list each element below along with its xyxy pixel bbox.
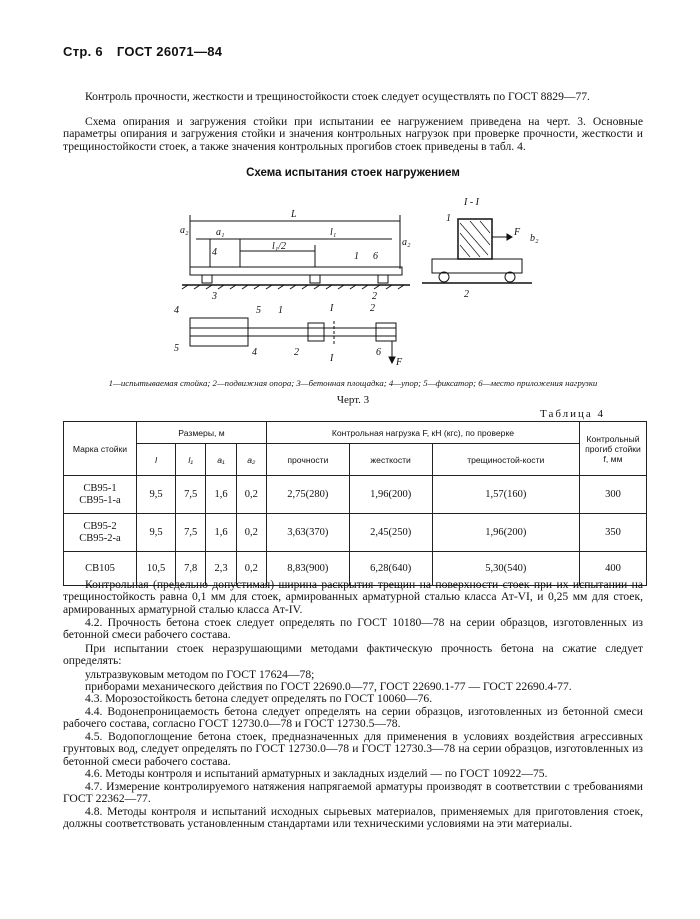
svg-text:a₁: a₁ xyxy=(216,227,225,238)
svg-text:5: 5 xyxy=(174,343,179,354)
pole-beam xyxy=(190,267,402,275)
figure-caption: 1—испытываемая стойка; 2—подвижная опора; 3—бетонная площадка; 4—упор; 5—фиксатор; 6—место приложения нагрузки xyxy=(108,378,598,388)
paragraph: 4.2. Прочность бетона стоек следует определять по ГОСТ 10180—78 на серии образцов, изготовленных из бетонной смеси рабочего состава. xyxy=(63,616,643,642)
paragraph: приборами механического действия по ГОСТ 22690.0—77, ГОСТ 22690.1-77 — ГОСТ 22690.4-77. xyxy=(85,680,572,693)
paragraph: При испытании стоек неразрушающими методами фактическую прочность бетона на сжатие следует определять: xyxy=(63,642,643,668)
svg-text:3: 3 xyxy=(212,291,217,302)
paragraph: Схема опирания и загружения стойки при испытании ее нагружением приведена на черт. 3. Основные параметры опирания и загружения стойки и значения контрольных нагрузок при проверке прочности, жесткости и трещиностойкости стоек, а также значения контрольных прогибов стоек приведены в табл. 4. xyxy=(63,115,643,153)
pole-section xyxy=(458,219,492,259)
figure-number: Черт. 3 xyxy=(336,394,370,406)
table-row: СВ105 10,5 7,8 2,3 0,2 8,83(900) 6,28(640) 5,30(540) 400 xyxy=(64,552,647,586)
svg-text:5: 5 xyxy=(256,305,261,316)
svg-text:a₂: a₂ xyxy=(180,225,189,236)
svg-text:4: 4 xyxy=(252,347,257,358)
paragraph: Контроль прочности, жесткости и трещиностойкости стоек следует осуществлять по ГОСТ 8829—77. xyxy=(85,90,590,103)
table-4 xyxy=(63,421,647,586)
svg-text:4: 4 xyxy=(212,247,217,258)
svg-text:1: 1 xyxy=(278,305,283,316)
col-a1: a₁ xyxy=(206,444,236,476)
svg-text:I: I xyxy=(330,303,334,314)
page-header xyxy=(63,44,222,59)
svg-text:2: 2 xyxy=(370,303,375,314)
svg-text:F: F xyxy=(514,227,521,238)
col-load: Контрольная нагрузка F, кН (кгс), по проверке xyxy=(266,422,579,444)
svg-text:1: 1 xyxy=(354,251,359,262)
svg-text:4: 4 xyxy=(174,305,179,316)
standard-number: ГОСТ 26071—84 xyxy=(116,44,223,59)
paragraph: Контрольная (предельно допустимая) ширина раскрытия трещин на поверхности стоек при их испытании на трещиностойкость равна 0,1 мм для стоек, армированных арматурной сталью класса Ат-VI, и 0,25 мм для стоек, армированных арматурной сталью класса Ат-IV. xyxy=(63,578,643,616)
table-label: Таблица 4 xyxy=(540,408,606,420)
page-number: Стр. 6 xyxy=(63,44,103,59)
col-l1: l₁ xyxy=(176,444,206,476)
col-sizes: Размеры, м xyxy=(137,422,267,444)
svg-text:6: 6 xyxy=(373,251,378,262)
paragraph: 4.3. Морозостойкость бетона следует определять по ГОСТ 10060—76. xyxy=(85,692,433,705)
col-mark: Марка стойки xyxy=(64,422,137,476)
paragraph: 4.5. Водопоглощение бетона стоек, предназначенных для применения в условиях воздействия агрессивных грунтовых вод, следует определять по ГОСТ 12730.0—78 и ГОСТ 12730.3—78 на серии образцов, изготовленных из бетонной смеси рабочего состава. xyxy=(63,730,643,768)
svg-text:l₁/2: l₁/2 xyxy=(272,241,287,252)
paragraph: 4.7. Измерение контролируемого натяжения напрягаемой арматуры производят в соответствии с требованиями ГОСТ 22362—77. xyxy=(63,780,643,806)
col-strength: прочности xyxy=(266,444,349,476)
col-a2: a₂ xyxy=(236,444,266,476)
col-stiffness: жесткости xyxy=(349,444,432,476)
svg-text:I: I xyxy=(330,353,334,364)
col-l: l xyxy=(137,444,176,476)
paragraph: 4.6. Методы контроля и испытаний арматурных и закладных изделий — по ГОСТ 10922—75. xyxy=(85,767,548,780)
col-crack: трещиностой-кости xyxy=(432,444,579,476)
section-mark: I - I xyxy=(464,197,479,208)
svg-text:l₁: l₁ xyxy=(330,227,337,238)
paragraph: 4.8. Методы контроля и испытаний исходных сырьевых материалов, применяемых для приготовления стоек, должны соответствовать установленным стандартами или техническими условиями на эти материалы. xyxy=(63,805,643,831)
dim-label-L: L xyxy=(291,209,297,220)
paragraph: ультразвуковым методом по ГОСТ 17624—78; xyxy=(85,668,315,681)
section-title: Схема испытания стоек нагружением xyxy=(246,167,460,179)
col-deflection: Контрольный прогиб стойки f, мм xyxy=(580,422,647,476)
svg-text:6: 6 xyxy=(376,347,381,358)
svg-text:b₂: b₂ xyxy=(530,233,539,244)
svg-text:2: 2 xyxy=(372,291,377,302)
table-row: СВ95-2 СВ95-2-а 9,5 7,5 1,6 0,2 3,63(370) 2,45(250) 1,96(200) 350 xyxy=(64,514,647,552)
test-scheme-drawing xyxy=(160,193,550,377)
carriage xyxy=(432,259,522,273)
svg-text:a₂: a₂ xyxy=(402,237,411,248)
paragraph: 4.4. Водонепроницаемость бетона следует определять на серии образцов, изготовленных из бетонной смеси рабочего состава, согласно ГОСТ 12730.0—78 и ГОСТ 12730.5—78. xyxy=(63,705,643,731)
svg-text:F: F xyxy=(396,357,403,368)
svg-text:1: 1 xyxy=(446,213,451,224)
table-row: СВ95-1 СВ95-1-а 9,5 7,5 1,6 0,2 2,75(280) 1,96(200) 1,57(160) 300 xyxy=(64,476,647,514)
svg-text:2: 2 xyxy=(464,289,469,300)
svg-text:2: 2 xyxy=(294,347,299,358)
